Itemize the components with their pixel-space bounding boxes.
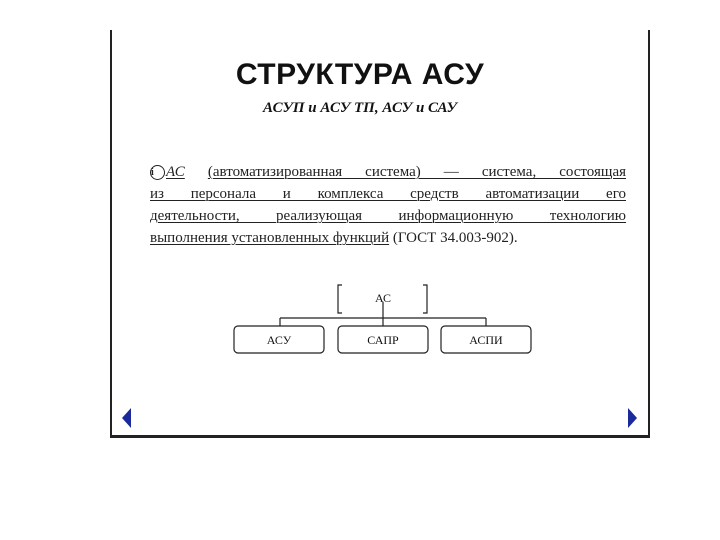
root-node-label: АС [374,291,392,305]
child-node-label-aspi: АСПИ [469,333,503,347]
child-node-label-sapr: САПР [367,333,399,347]
child-node-label-asu: АСУ [266,333,292,347]
triangle-left-icon[interactable] [122,408,131,428]
page-title: СТРУКТУРА АСУ [235,58,485,91]
page-subtitle: АСУП и АСУ ТП, АСУ и САУ [263,100,457,116]
definition-line1-text: (автоматизированная система) — система, состоящая [207,164,626,180]
triangle-right-icon[interactable] [628,408,637,428]
definition-underlined: выполнения установленных функций [150,230,390,246]
gost-reference: (ГОСТ 34.003-902). [392,230,518,246]
definition-line-2: из персонала и комплекса средств автоматизации его [150,186,626,202]
info-icon: i [150,165,165,180]
definition-term: АС [166,164,185,180]
definition-line-3: деятельности, реализующая информационную технологию [150,208,626,224]
